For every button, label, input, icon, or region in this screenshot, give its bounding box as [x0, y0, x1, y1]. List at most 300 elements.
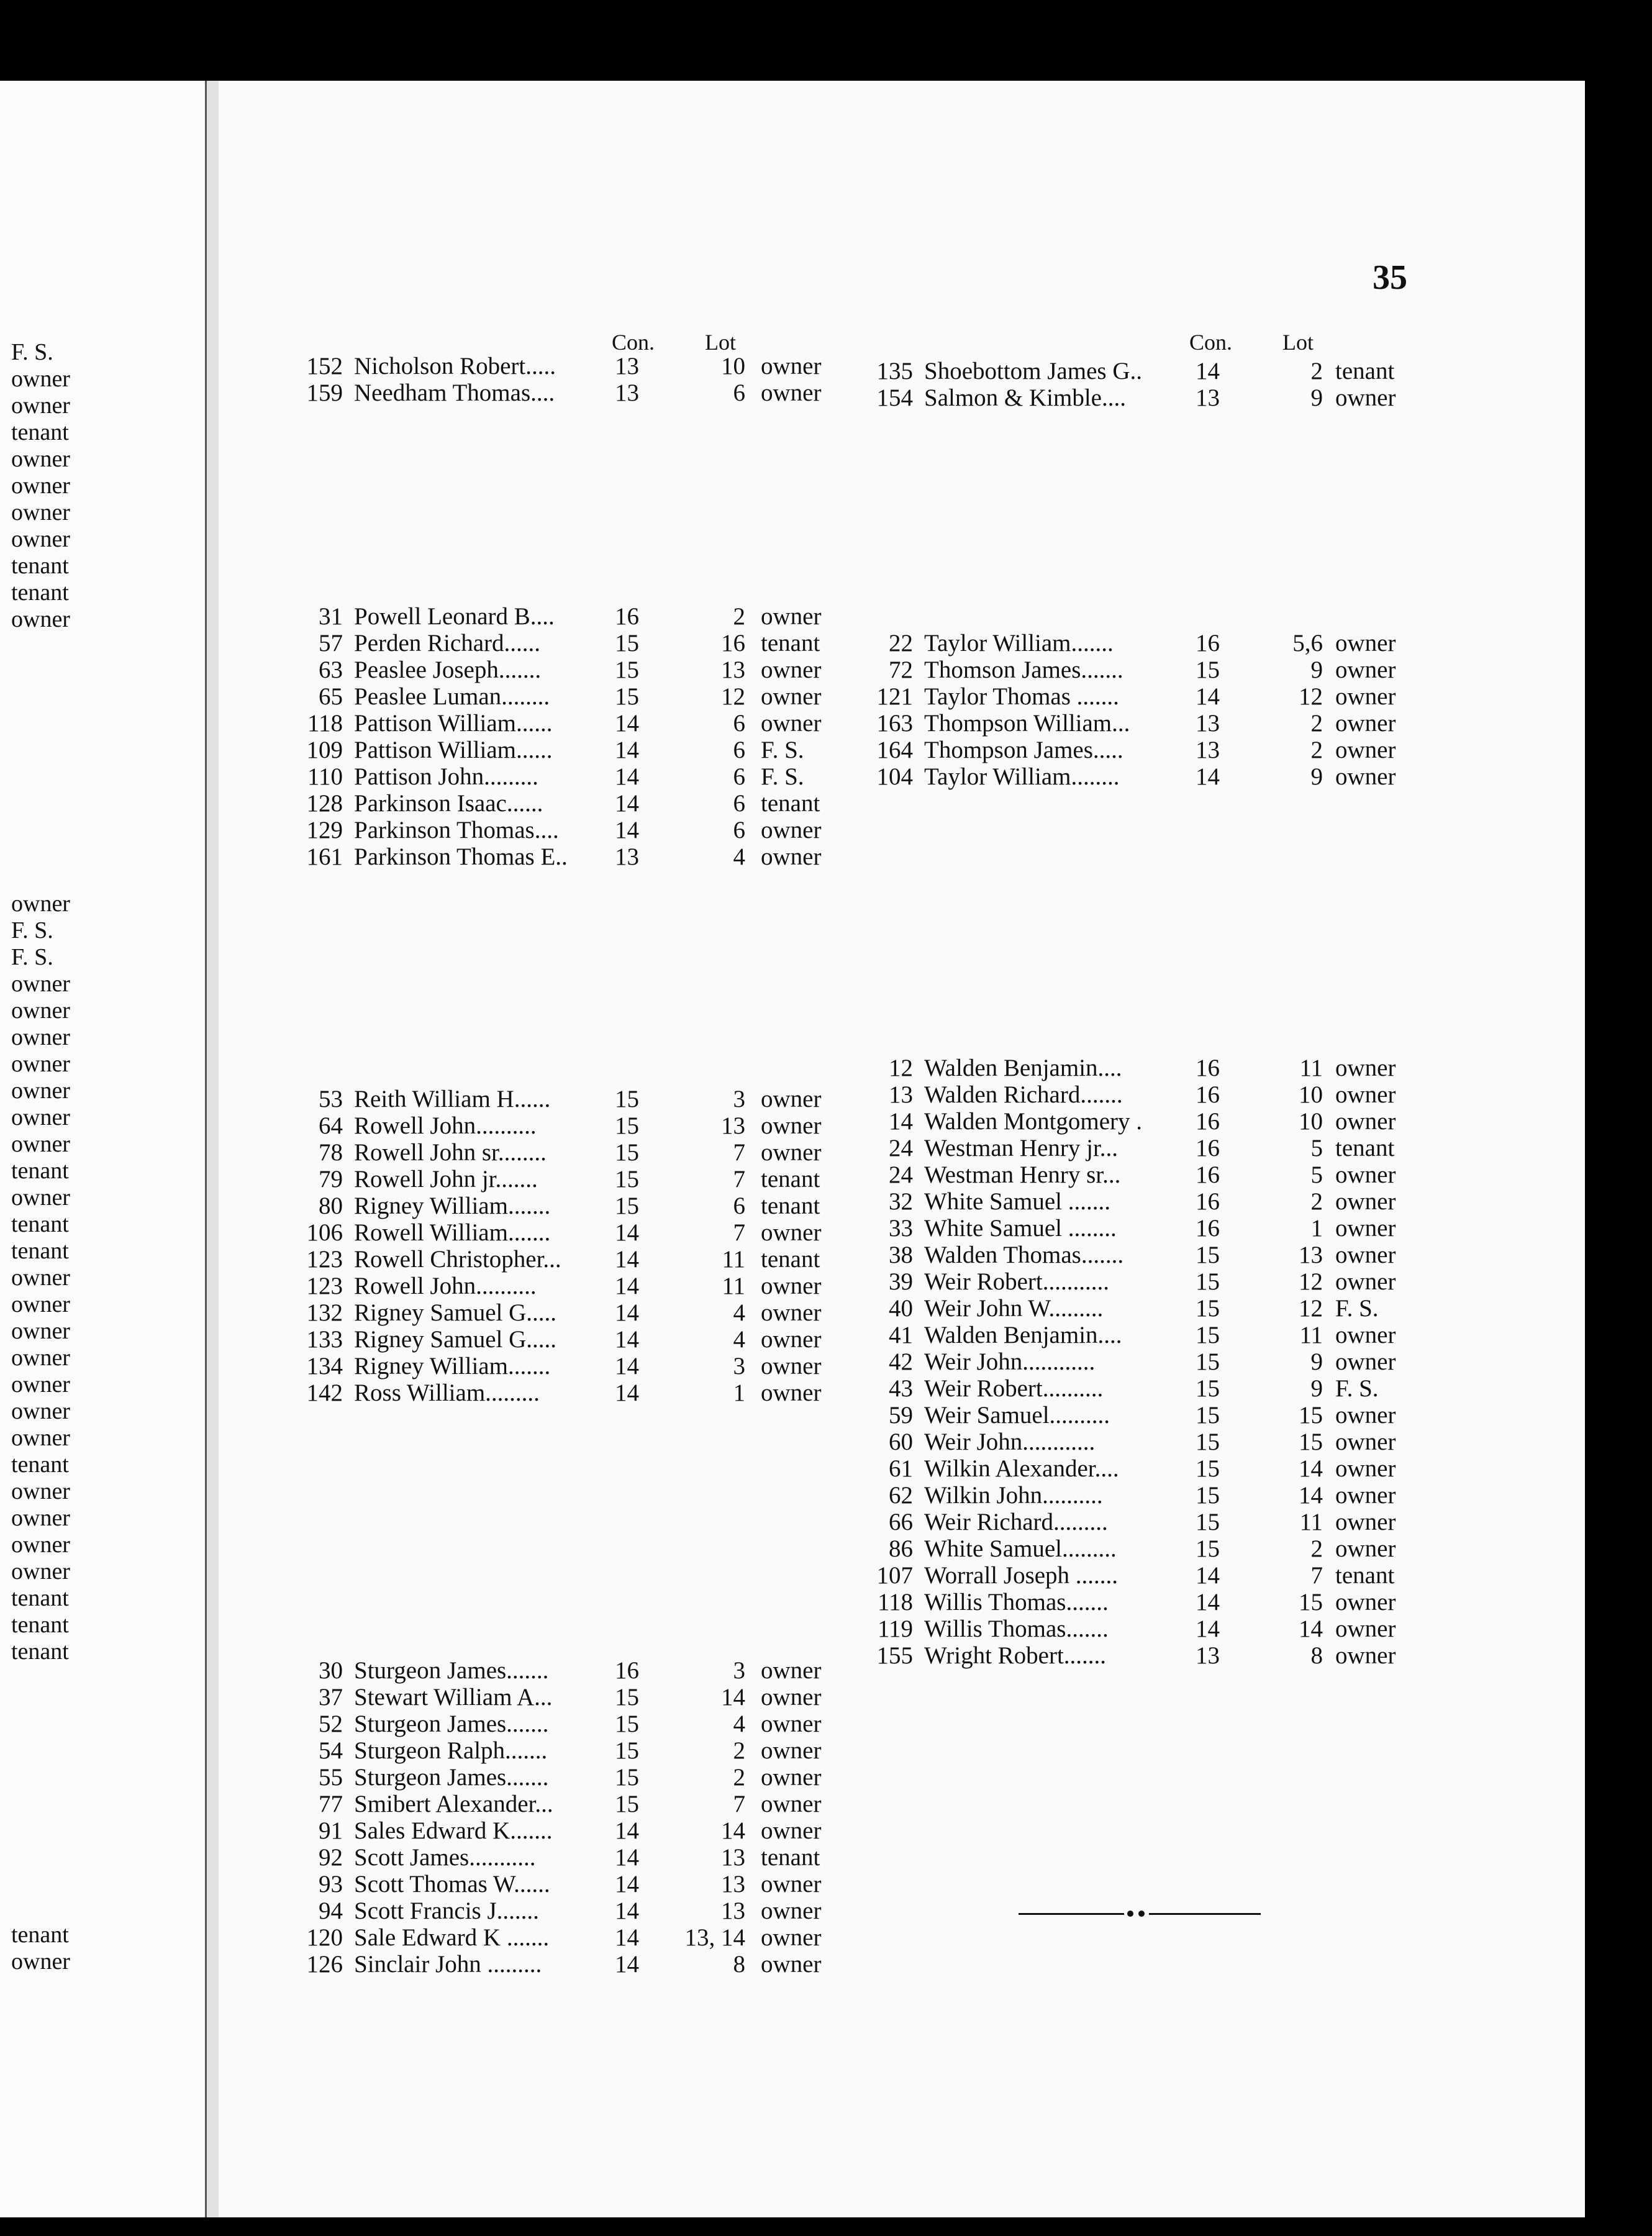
entry-concession: 14: [615, 1871, 639, 1897]
entry-number: 39: [889, 1268, 913, 1295]
strip-status: tenant: [11, 419, 69, 445]
entry-status: owner: [761, 1273, 822, 1299]
entry-name: Rowell Christopher...: [354, 1246, 561, 1273]
entry-name: Parkinson Thomas E..: [354, 843, 568, 870]
entry-number: 121: [876, 683, 913, 710]
strip-status: owner: [11, 499, 70, 525]
entry-status: owner: [761, 683, 822, 710]
entry-name: Rigney William.......: [354, 1193, 551, 1219]
entry-status: owner: [1335, 1348, 1396, 1375]
entry-concession: 16: [1196, 1161, 1220, 1188]
entry-name: Powell Leonard B....: [354, 603, 555, 630]
entry-lot: 12: [721, 683, 745, 710]
entry-concession: 15: [1196, 1482, 1220, 1509]
entry-name: Worrall Joseph .......: [924, 1562, 1119, 1589]
entry-name: Walden Benjamin....: [924, 1322, 1122, 1348]
entry-lot: 12: [1299, 1295, 1323, 1322]
entry-status: owner: [1335, 1322, 1396, 1348]
entry-concession: 14: [615, 790, 639, 817]
entry-concession: 14: [1196, 1589, 1220, 1616]
entry-number: 110: [307, 763, 343, 790]
entry-status: owner: [761, 353, 822, 379]
entry-concession: 16: [1196, 1188, 1220, 1215]
entry-concession: 15: [1196, 657, 1220, 683]
right-lot-header: Lot: [1282, 330, 1314, 355]
entry-lot: 13: [721, 1871, 745, 1897]
entry-name: Wright Robert.......: [924, 1642, 1107, 1669]
entry-status: owner: [1335, 1268, 1396, 1295]
entry-lot: 14: [1299, 1455, 1323, 1482]
entry-name: Shoebottom James G..: [924, 358, 1142, 384]
previous-page-strip: [0, 81, 205, 2217]
strip-status: owner: [11, 971, 70, 997]
entry-status: owner: [1335, 1215, 1396, 1242]
entry-name: Willis Thomas.......: [924, 1616, 1109, 1642]
entry-status: owner: [761, 1737, 822, 1764]
entry-name: Pattison William......: [354, 737, 553, 763]
entry-lot: 2: [1310, 1188, 1323, 1215]
entry-concession: 16: [1196, 1055, 1220, 1081]
strip-status: F. S.: [11, 917, 53, 943]
entry-lot: 15: [1299, 1429, 1323, 1455]
left-lot-header: Lot: [705, 330, 736, 355]
entry-status: owner: [1335, 763, 1396, 790]
entry-status: owner: [1335, 1642, 1396, 1669]
entry-number: 60: [889, 1429, 913, 1455]
entry-concession: 15: [615, 1764, 639, 1791]
entry-concession: 14: [615, 817, 639, 843]
entry-lot: 3: [733, 1086, 745, 1112]
entry-concession: 13: [1196, 710, 1220, 737]
strip-status: tenant: [11, 1158, 69, 1184]
entry-lot: 4: [733, 1326, 745, 1353]
entry-concession: 14: [615, 1273, 639, 1299]
entry-name: Thompson William...: [924, 710, 1130, 737]
entry-lot: 10: [1299, 1108, 1323, 1135]
entry-status: owner: [761, 1112, 822, 1139]
entry-name: Weir John W.........: [924, 1295, 1104, 1322]
entry-concession: 16: [615, 603, 639, 630]
entry-number: 135: [876, 358, 913, 384]
entry-concession: 15: [615, 1684, 639, 1711]
strip-status: owner: [11, 1532, 70, 1558]
entry-number: 77: [319, 1791, 343, 1817]
entry-status: owner: [1335, 657, 1396, 683]
entry-status: owner: [1335, 1108, 1396, 1135]
entry-number: 118: [877, 1589, 913, 1616]
entry-name: Sturgeon James.......: [354, 1711, 549, 1737]
entry-name: Taylor Thomas .......: [924, 683, 1119, 710]
entry-number: 161: [306, 843, 343, 870]
entry-concession: 16: [1196, 1215, 1220, 1242]
entry-lot: 2: [1310, 1535, 1323, 1562]
entry-concession: 14: [615, 1379, 639, 1406]
entry-lot: 11: [722, 1273, 745, 1299]
entry-lot: 1: [1310, 1215, 1323, 1242]
entry-name: Peaslee Joseph.......: [354, 657, 542, 683]
entry-number: 22: [889, 630, 913, 657]
entry-number: 24: [889, 1135, 913, 1161]
entry-name: Wilkin John..........: [924, 1482, 1103, 1509]
entry-name: Perden Richard......: [354, 630, 541, 657]
entry-concession: 14: [615, 1951, 639, 1978]
entry-number: 63: [319, 657, 343, 683]
entry-name: Pattison William......: [354, 710, 553, 737]
strip-status: owner: [11, 1078, 70, 1104]
entry-lot: 9: [1310, 1348, 1323, 1375]
entry-name: Weir Samuel..........: [924, 1402, 1110, 1429]
strip-status: owner: [11, 1425, 70, 1451]
entry-number: 129: [306, 817, 343, 843]
entry-number: 37: [319, 1684, 343, 1711]
entry-number: 65: [319, 683, 343, 710]
entry-concession: 15: [1196, 1268, 1220, 1295]
entry-concession: 15: [1196, 1242, 1220, 1268]
entry-concession: 14: [615, 763, 639, 790]
entry-lot: 10: [1299, 1081, 1323, 1108]
strip-status: tenant: [11, 579, 69, 606]
entry-status: owner: [1335, 1081, 1396, 1108]
entry-status: owner: [1335, 1589, 1396, 1616]
entry-number: 109: [306, 737, 343, 763]
entry-lot: 8: [1310, 1642, 1323, 1669]
entry-concession: 15: [615, 1711, 639, 1737]
entry-number: 72: [889, 657, 913, 683]
entry-number: 123: [306, 1273, 343, 1299]
entry-name: Scott Francis J.......: [354, 1897, 539, 1924]
entry-status: tenant: [1335, 1562, 1395, 1589]
entry-name: Rowell John jr.......: [354, 1166, 538, 1193]
entry-concession: 15: [615, 1166, 639, 1193]
entry-name: Rigney Samuel G.....: [354, 1299, 557, 1326]
entry-name: White Samuel ........: [924, 1215, 1117, 1242]
entry-lot: 11: [1299, 1322, 1323, 1348]
entry-status: owner: [761, 1764, 822, 1791]
entry-number: 66: [889, 1509, 913, 1535]
entry-concession: 15: [1196, 1348, 1220, 1375]
entry-status: owner: [1335, 1055, 1396, 1081]
entry-lot: 13: [1299, 1242, 1323, 1268]
entry-name: Weir Richard.........: [924, 1509, 1108, 1535]
entry-number: 80: [319, 1193, 343, 1219]
entry-status: owner: [761, 817, 822, 843]
entry-name: Westman Henry jr...: [924, 1135, 1119, 1161]
entry-concession: 13: [615, 379, 639, 406]
entry-lot: 9: [1310, 1375, 1323, 1402]
strip-status: owner: [11, 1104, 70, 1130]
entry-name: Sales Edward K.......: [354, 1817, 553, 1844]
strip-status: F. S.: [11, 944, 53, 970]
entry-number: 118: [307, 710, 343, 737]
entry-concession: 16: [1196, 1081, 1220, 1108]
entry-number: 123: [306, 1246, 343, 1273]
entry-status: F. S.: [761, 737, 804, 763]
entry-lot: 10: [721, 353, 745, 379]
entry-status: owner: [761, 1684, 822, 1711]
entry-concession: 15: [615, 1737, 639, 1764]
entry-concession: 14: [615, 1219, 639, 1246]
entry-concession: 15: [615, 657, 639, 683]
entry-number: 120: [306, 1924, 343, 1951]
entry-concession: 15: [615, 1086, 639, 1112]
entry-lot: 12: [1299, 683, 1323, 710]
entry-number: 78: [319, 1139, 343, 1166]
entry-concession: 15: [1196, 1375, 1220, 1402]
entry-name: Rowell John sr........: [354, 1139, 547, 1166]
entry-number: 142: [306, 1379, 343, 1406]
entry-status: tenant: [761, 790, 820, 817]
entry-lot: 13: [721, 1844, 745, 1871]
entry-lot: 7: [733, 1219, 745, 1246]
entry-name: Sturgeon James.......: [354, 1764, 549, 1791]
entry-number: 38: [889, 1242, 913, 1268]
entry-lot: 2: [733, 603, 745, 630]
strip-status: owner: [11, 526, 70, 552]
strip-status: tenant: [11, 1211, 69, 1237]
entry-number: 107: [876, 1562, 913, 1589]
entry-number: 24: [889, 1161, 913, 1188]
entry-number: 42: [889, 1348, 913, 1375]
strip-status: owner: [11, 1024, 70, 1050]
entry-number: 128: [306, 790, 343, 817]
strip-status: tenant: [11, 1238, 69, 1264]
entry-concession: 16: [1196, 630, 1220, 657]
entry-name: Pattison John.........: [354, 763, 538, 790]
entry-lot: 5: [1310, 1135, 1323, 1161]
entry-lot: 6: [733, 737, 745, 763]
entry-lot: 8: [733, 1951, 745, 1978]
entry-number: 104: [876, 763, 913, 790]
entry-name: Walden Richard.......: [924, 1081, 1123, 1108]
entry-status: owner: [1335, 1188, 1396, 1215]
entry-status: owner: [761, 1299, 822, 1326]
entry-status: F. S.: [761, 763, 804, 790]
entry-status: owner: [1335, 1429, 1396, 1455]
entry-name: Walden Montgomery .: [924, 1108, 1143, 1135]
entry-number: 43: [889, 1375, 913, 1402]
entry-status: owner: [761, 1219, 822, 1246]
entry-name: Smibert Alexander...: [354, 1791, 553, 1817]
entry-concession: 14: [615, 1299, 639, 1326]
entry-concession: 15: [1196, 1509, 1220, 1535]
end-ornament: [1019, 1909, 1261, 1918]
entry-concession: 14: [1196, 683, 1220, 710]
strip-status: owner: [11, 606, 70, 632]
entry-lot: 2: [1310, 358, 1323, 384]
entry-name: Needham Thomas....: [354, 379, 555, 406]
entry-lot: 11: [1299, 1055, 1323, 1081]
entry-lot: 4: [733, 1299, 745, 1326]
strip-status: owner: [11, 1184, 70, 1211]
entry-number: 14: [889, 1108, 913, 1135]
entry-status: owner: [1335, 1242, 1396, 1268]
entry-lot: 16: [721, 630, 745, 657]
entry-number: 164: [876, 737, 913, 763]
entry-lot: 7: [733, 1139, 745, 1166]
entry-number: 159: [306, 379, 343, 406]
entry-status: owner: [761, 657, 822, 683]
entry-status: owner: [1335, 683, 1396, 710]
entry-concession: 14: [615, 1897, 639, 1924]
left-con-header: Con.: [612, 330, 655, 355]
entry-concession: 14: [615, 1817, 639, 1844]
entry-number: 41: [889, 1322, 913, 1348]
entry-concession: 14: [1196, 358, 1220, 384]
entry-number: 53: [319, 1086, 343, 1112]
entry-name: Sturgeon Ralph.......: [354, 1737, 548, 1764]
strip-status: owner: [11, 1051, 70, 1077]
entry-lot: 3: [733, 1353, 745, 1379]
entry-status: F. S.: [1335, 1375, 1379, 1402]
entry-name: Willis Thomas.......: [924, 1589, 1109, 1616]
entry-status: owner: [761, 1326, 822, 1353]
entry-name: Thompson James.....: [924, 737, 1123, 763]
entry-lot: 6: [733, 790, 745, 817]
entry-number: 152: [306, 353, 343, 379]
entry-lot: 9: [1310, 384, 1323, 411]
entry-concession: 15: [1196, 1535, 1220, 1562]
strip-status: owner: [11, 891, 70, 917]
entry-status: owner: [761, 603, 822, 630]
entry-lot: 1: [733, 1379, 745, 1406]
entry-status: tenant: [761, 1166, 820, 1193]
strip-status: owner: [11, 1505, 70, 1531]
entry-concession: 15: [1196, 1402, 1220, 1429]
entry-lot: 6: [733, 379, 745, 406]
entry-name: Stewart William A...: [354, 1684, 553, 1711]
entry-lot: 6: [733, 1193, 745, 1219]
entry-lot: 2: [1310, 737, 1323, 763]
entry-status: owner: [761, 1379, 822, 1406]
entry-name: Reith William H......: [354, 1086, 551, 1112]
entry-lot: 9: [1310, 657, 1323, 683]
entry-name: Westman Henry sr...: [924, 1161, 1121, 1188]
entry-number: 33: [889, 1215, 913, 1242]
entry-number: 79: [319, 1166, 343, 1193]
entry-lot: 3: [733, 1657, 745, 1684]
entry-concession: 15: [615, 630, 639, 657]
strip-status: owner: [11, 1558, 70, 1584]
entry-number: 126: [306, 1951, 343, 1978]
entry-status: owner: [1335, 737, 1396, 763]
entry-lot: 12: [1299, 1268, 1323, 1295]
entry-name: Taylor William.......: [924, 630, 1114, 657]
entry-status: owner: [1335, 1402, 1396, 1429]
entry-concession: 15: [1196, 1455, 1220, 1482]
entry-lot: 13, 14: [684, 1924, 745, 1951]
entry-name: Scott Thomas W......: [354, 1871, 550, 1897]
entry-status: owner: [761, 1924, 822, 1951]
strip-status: owner: [11, 1265, 70, 1291]
entry-name: Sinclair John .........: [354, 1951, 542, 1978]
entry-name: Sale Edward K .......: [354, 1924, 550, 1951]
entry-status: owner: [1335, 1535, 1396, 1562]
entry-lot: 14: [721, 1817, 745, 1844]
entry-lot: 13: [721, 1112, 745, 1139]
entry-lot: 6: [733, 710, 745, 737]
entry-number: 154: [876, 384, 913, 411]
entry-lot: 9: [1310, 763, 1323, 790]
strip-status: tenant: [11, 553, 69, 579]
entry-status: owner: [1335, 1482, 1396, 1509]
entry-number: 92: [319, 1844, 343, 1871]
entry-number: 59: [889, 1402, 913, 1429]
entry-name: Nicholson Robert.....: [354, 353, 556, 379]
entry-lot: 15: [1299, 1402, 1323, 1429]
entry-lot: 13: [721, 657, 745, 683]
entry-status: tenant: [761, 1246, 820, 1273]
strip-status: owner: [11, 1345, 70, 1371]
entry-name: White Samuel .......: [924, 1188, 1111, 1215]
entry-status: owner: [761, 1086, 822, 1112]
entry-lot: 7: [733, 1791, 745, 1817]
strip-status: owner: [11, 1371, 70, 1397]
entry-name: Rowell John..........: [354, 1112, 537, 1139]
page-number: 35: [1373, 258, 1407, 297]
entry-lot: 6: [733, 817, 745, 843]
entry-lot: 11: [1299, 1509, 1323, 1535]
entry-number: 132: [306, 1299, 343, 1326]
entry-status: owner: [1335, 1616, 1396, 1642]
entry-name: Weir Robert...........: [924, 1268, 1109, 1295]
strip-status: owner: [11, 1478, 70, 1504]
strip-status: owner: [11, 1398, 70, 1424]
entry-status: owner: [761, 1139, 822, 1166]
entry-name: Peaslee Luman........: [354, 683, 550, 710]
entry-number: 133: [306, 1326, 343, 1353]
entry-status: owner: [1335, 1509, 1396, 1535]
entry-concession: 14: [615, 1326, 639, 1353]
entry-number: 119: [877, 1616, 913, 1642]
entry-concession: 14: [615, 1353, 639, 1379]
entry-name: Rowell John..........: [354, 1273, 537, 1299]
entry-status: owner: [761, 1897, 822, 1924]
entry-status: F. S.: [1335, 1295, 1379, 1322]
entry-number: 57: [319, 630, 343, 657]
entry-lot: 6: [733, 763, 745, 790]
entry-name: Weir John............: [924, 1348, 1096, 1375]
entry-status: tenant: [761, 1844, 820, 1871]
entry-concession: 16: [1196, 1108, 1220, 1135]
entry-status: owner: [1335, 630, 1396, 657]
entry-status: owner: [761, 843, 822, 870]
entry-status: owner: [761, 1817, 822, 1844]
entry-number: 93: [319, 1871, 343, 1897]
entry-number: 54: [319, 1737, 343, 1764]
entry-concession: 15: [1196, 1429, 1220, 1455]
strip-status: tenant: [11, 1922, 69, 1948]
entry-status: tenant: [761, 630, 820, 657]
entry-status: owner: [761, 1657, 822, 1684]
entry-concession: 15: [615, 1193, 639, 1219]
entry-status: owner: [1335, 1161, 1396, 1188]
entry-number: 163: [876, 710, 913, 737]
entry-status: tenant: [1335, 1135, 1395, 1161]
entry-concession: 15: [615, 1139, 639, 1166]
entry-concession: 15: [1196, 1295, 1220, 1322]
strip-status: tenant: [11, 1585, 69, 1611]
strip-status: owner: [11, 1318, 70, 1344]
entry-lot: 4: [733, 1711, 745, 1737]
entry-concession: 14: [615, 710, 639, 737]
entry-number: 30: [319, 1657, 343, 1684]
entry-concession: 16: [615, 1657, 639, 1684]
entry-status: owner: [761, 1791, 822, 1817]
entry-lot: 11: [722, 1246, 745, 1273]
entry-concession: 13: [1196, 384, 1220, 411]
entry-status: owner: [761, 710, 822, 737]
entry-concession: 14: [615, 1246, 639, 1273]
